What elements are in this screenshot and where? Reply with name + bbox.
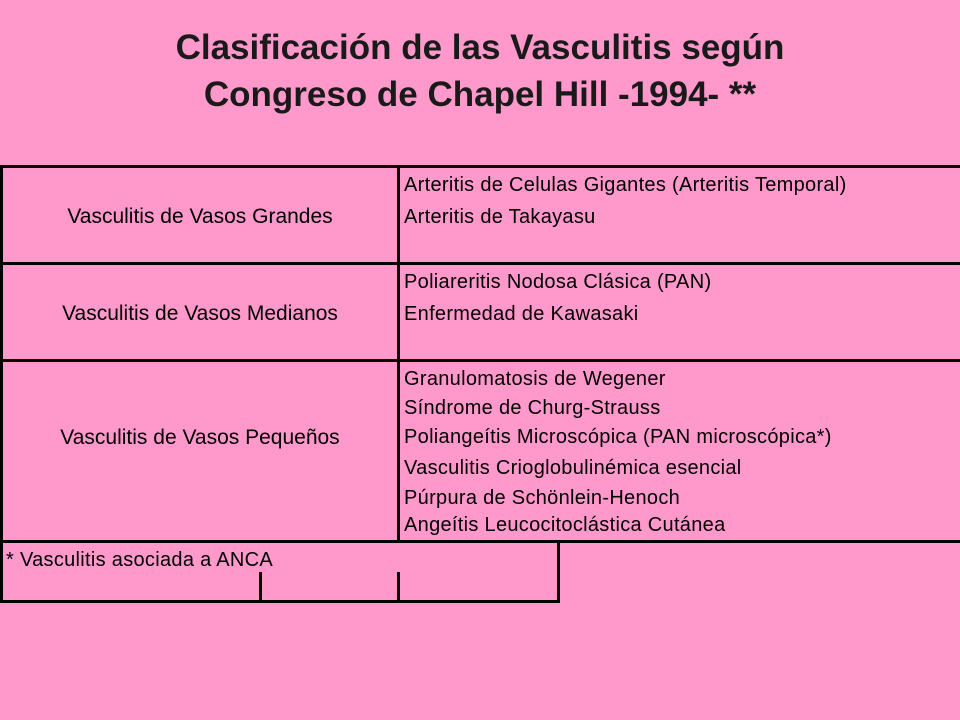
list-item: Poliangeítis Microscópica (PAN microscópica*) xyxy=(404,426,832,448)
footnote-tick-1 xyxy=(259,572,262,603)
table-column-divider xyxy=(397,165,400,543)
footnote-anca: * Vasculitis asociada a ANCA xyxy=(6,549,274,571)
list-item: Granulomatosis de Wegener xyxy=(404,368,666,390)
table-divider-row-1 xyxy=(0,262,960,265)
list-item: Arteritis de Takayasu xyxy=(404,206,596,228)
list-item: Poliareritis Nodosa Clásica (PAN) xyxy=(404,271,712,293)
title-line-2: Congreso de Chapel Hill -1994- ** xyxy=(203,75,757,114)
table-border-top xyxy=(0,165,960,168)
category-small-vessels: Vasculitis de Vasos Pequeños xyxy=(60,426,340,449)
footnote-border-bottom xyxy=(0,600,560,603)
list-item: Síndrome de Churg-Strauss xyxy=(404,397,661,419)
table-divider-row-2 xyxy=(0,359,960,362)
category-large-vessels: Vasculitis de Vasos Grandes xyxy=(67,205,333,228)
title-line-1: Clasificación de las Vasculitis según xyxy=(175,28,785,67)
list-item: Vasculitis Crioglobulinémica esencial xyxy=(404,457,742,479)
slide-title xyxy=(0,24,960,118)
list-item: Angeítis Leucocitoclástica Cutánea xyxy=(404,514,726,536)
table-divider-row-3 xyxy=(0,540,960,543)
table-border-left xyxy=(0,165,3,603)
list-item: Enfermedad de Kawasaki xyxy=(404,303,639,325)
category-medium-vessels: Vasculitis de Vasos Medianos xyxy=(62,302,338,325)
footnote-tick-2 xyxy=(397,572,400,603)
list-item: Púrpura de Schönlein-Henoch xyxy=(404,487,681,509)
list-item: Arteritis de Celulas Gigantes (Arteritis Temporal) xyxy=(404,174,847,196)
footnote-border-right xyxy=(557,540,560,603)
